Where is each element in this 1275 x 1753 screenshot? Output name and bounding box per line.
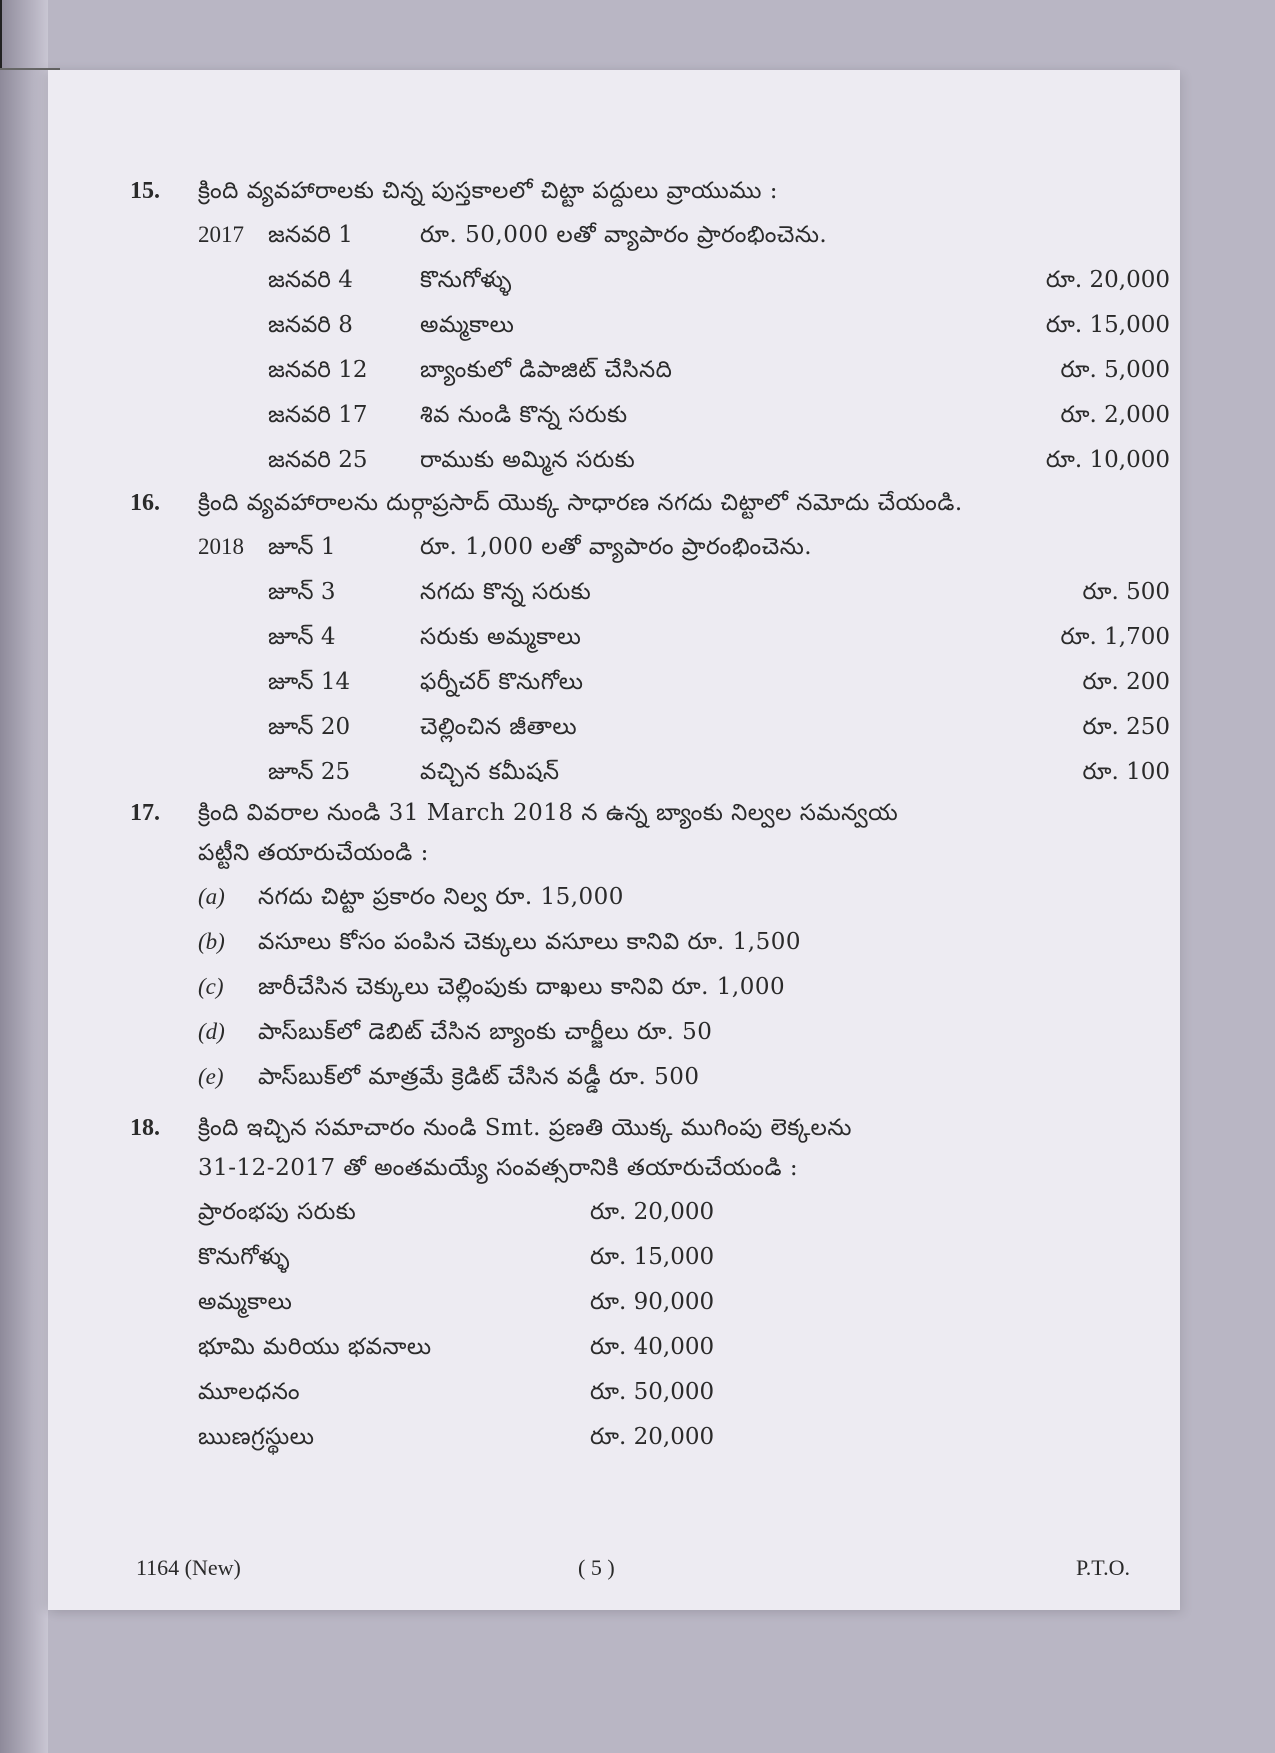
- paper-code: 1164 (New): [136, 1555, 241, 1580]
- option-row: [130, 884, 1170, 918]
- entry-year: 2018: [198, 534, 244, 559]
- journal-row: [130, 447, 1170, 481]
- entry-amount: రూ. 200: [1082, 669, 1170, 695]
- entry-description: కొనుగోళ్ళు: [420, 267, 512, 293]
- account-row: [130, 1379, 1170, 1413]
- entry-description: అమ్మకాలు: [420, 312, 515, 338]
- entry-description: చెల్లించిన జీతాలు: [420, 714, 578, 740]
- account-name: అమ్మకాలు: [198, 1289, 293, 1315]
- entry-amount: రూ. 10,000: [1045, 447, 1170, 473]
- question-number: 16.: [130, 490, 160, 516]
- entry-date: జూన్ 3: [268, 579, 336, 605]
- entry-amount: రూ. 5,000: [1060, 357, 1170, 383]
- account-name: కొనుగోళ్ళు: [198, 1244, 290, 1270]
- cashbook-row: [130, 759, 1170, 793]
- entry-description: నగదు కొన్న సరుకు: [420, 579, 592, 605]
- entry-date: జనవరి 25: [268, 447, 368, 473]
- option-text: నగదు చిట్టా ప్రకారం నిల్వ రూ. 15,000: [258, 884, 624, 910]
- journal-row: [130, 357, 1170, 391]
- option-label: (b): [198, 929, 225, 954]
- journal-row: [130, 402, 1170, 436]
- cashbook-row: [130, 624, 1170, 658]
- account-name: ఋణగ్రస్థులు: [198, 1424, 315, 1450]
- option-label: (d): [198, 1019, 225, 1044]
- entry-date: జనవరి 8: [268, 312, 353, 338]
- entry-amount: రూ. 100: [1082, 759, 1170, 785]
- account-row: [130, 1424, 1170, 1458]
- account-amount: రూ. 15,000: [590, 1244, 715, 1270]
- option-text: వసూలు కోసం పంపిన చెక్కులు వసూలు కానివి రూ. 1,500: [258, 929, 802, 955]
- page-number: ( 5 ): [578, 1555, 615, 1580]
- cashbook-row: [130, 669, 1170, 703]
- entry-description: రూ. 1,000 లతో వ్యాపారం ప్రారంభించెను.: [420, 534, 813, 560]
- account-amount: రూ. 20,000: [590, 1199, 715, 1225]
- option-row: [130, 929, 1170, 963]
- option-text: పాస్‌బుక్‌లో డెబిట్ చేసిన బ్యాంకు చార్జీలు రూ. 50: [258, 1019, 713, 1045]
- entry-date: జనవరి 12: [268, 357, 368, 383]
- journal-row: [130, 267, 1170, 301]
- account-amount: రూ. 90,000: [590, 1289, 715, 1315]
- cashbook-row: [130, 714, 1170, 748]
- question-text: క్రింది వ్యవహారాలను దుర్గాప్రసాద్ యొక్క సాధారణ నగదు చిట్టాలో నమోదు చేయండి.: [198, 490, 963, 516]
- entry-description: రూ. 50,000 లతో వ్యాపారం ప్రారంభించెను.: [420, 222, 828, 248]
- entry-date: జూన్ 1: [268, 534, 336, 560]
- entry-year: 2017: [198, 222, 244, 247]
- entry-date: జూన్ 4: [268, 624, 336, 650]
- entry-description: రాముకు అమ్మిన సరుకు: [420, 447, 636, 473]
- question-text-continued: పట్టీని తయారుచేయండి :: [198, 840, 429, 866]
- option-label: (c): [198, 974, 224, 999]
- scan-left-edge: [0, 0, 48, 1753]
- question-text-continued: 31-12-2017 తో అంతమయ్యే సంవత్సరానికి తయారుచేయండి :: [198, 1155, 799, 1181]
- journal-row: [130, 312, 1170, 346]
- entry-description: ఫర్నీచర్ కొనుగోలు: [420, 669, 584, 695]
- entry-date: జనవరి 17: [268, 402, 368, 428]
- option-text: పాస్‌బుక్‌లో మాత్రమే క్రెడిట్ చేసిన వడ్డీ రూ. 500: [258, 1064, 700, 1090]
- please-turn-over: P.T.O.: [1076, 1555, 1130, 1580]
- option-label: (a): [198, 884, 225, 909]
- question-text: క్రింది వివరాల నుండి 31 March 2018 న ఉన్న బ్యాంకు నిల్వల సమన్వయ: [198, 800, 899, 826]
- journal-row: [130, 222, 1170, 256]
- option-text: జారీచేసిన చెక్కులు చెల్లింపుకు దాఖలు కానివి రూ. 1,000: [258, 974, 786, 1000]
- account-row: [130, 1199, 1170, 1233]
- entry-amount: రూ. 2,000: [1060, 402, 1170, 428]
- account-row: [130, 1244, 1170, 1278]
- entry-amount: రూ. 500: [1082, 579, 1170, 605]
- cashbook-row: [130, 579, 1170, 613]
- entry-amount: రూ. 20,000: [1045, 267, 1170, 293]
- option-row: [130, 1019, 1170, 1053]
- entry-amount: రూ. 15,000: [1045, 312, 1170, 338]
- entry-date: జూన్ 14: [268, 669, 351, 695]
- scan-corner-mark: [0, 0, 2, 70]
- account-amount: రూ. 40,000: [590, 1334, 715, 1360]
- entry-date: జూన్ 25: [268, 759, 351, 785]
- account-amount: రూ. 50,000: [590, 1379, 715, 1405]
- question-number: 15.: [130, 178, 160, 204]
- question-text: క్రింది ఇచ్చిన సమాచారం నుండి Smt. ప్రణతి యొక్క ముగింపు లెక్కలను: [198, 1115, 852, 1141]
- entry-description: సరుకు అమ్మకాలు: [420, 624, 582, 650]
- account-name: ప్రారంభపు సరుకు: [198, 1199, 357, 1225]
- account-row: [130, 1289, 1170, 1323]
- entry-amount: రూ. 250: [1082, 714, 1170, 740]
- entry-description: శివ నుండి కొన్న సరుకు: [420, 402, 628, 428]
- option-label: (e): [198, 1064, 224, 1089]
- entry-description: వచ్చిన కమీషన్: [420, 759, 560, 785]
- entry-date: జనవరి 4: [268, 267, 353, 293]
- account-name: భూమి మరియు భవనాలు: [198, 1334, 432, 1360]
- option-row: [130, 1064, 1170, 1098]
- question-number: 17.: [130, 800, 160, 826]
- entry-description: బ్యాంకులో డిపాజిట్ చేసినది: [420, 357, 673, 383]
- entry-date: జనవరి 1: [268, 222, 353, 248]
- entry-amount: రూ. 1,700: [1060, 624, 1170, 650]
- option-row: [130, 974, 1170, 1008]
- question-text: క్రింది వ్యవహారాలకు చిన్న పుస్తకాలలో చిట్టా పద్దులు వ్రాయుము :: [198, 178, 779, 204]
- entry-date: జూన్ 20: [268, 714, 351, 740]
- account-amount: రూ. 20,000: [590, 1424, 715, 1450]
- cashbook-row: [130, 534, 1170, 568]
- exam-page: [48, 70, 1180, 1610]
- account-row: [130, 1334, 1170, 1368]
- question-number: 18.: [130, 1115, 160, 1141]
- account-name: మూలధనం: [198, 1379, 301, 1405]
